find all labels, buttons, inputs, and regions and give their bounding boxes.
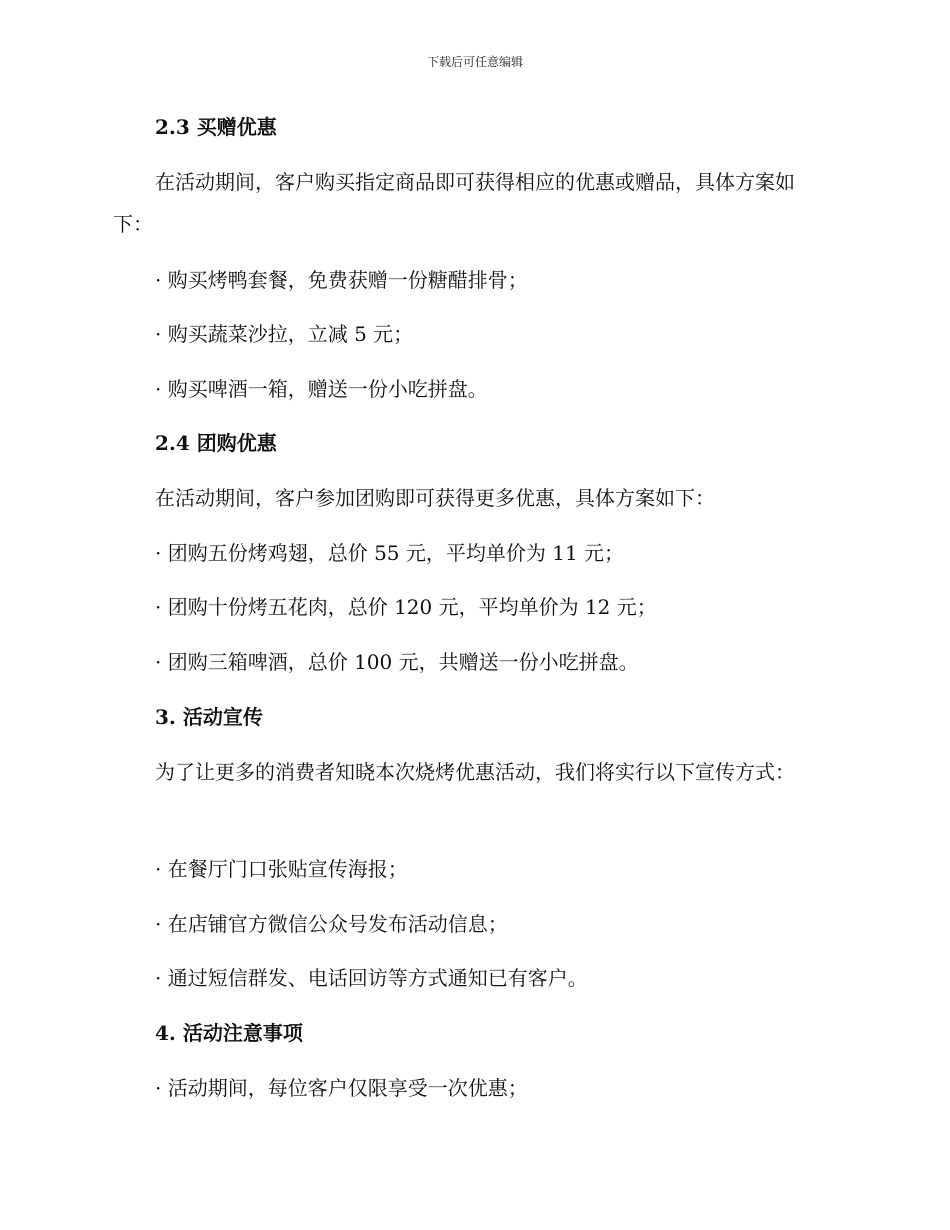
list-item: · 通过短信群发、电话回访等方式通知已有客户。 — [155, 966, 588, 990]
section-heading-2-3: 2.3 买赠优惠 — [155, 115, 277, 139]
list-item: · 购买啤酒一箱，赠送一份小吃拼盘。 — [155, 377, 488, 401]
section-heading-2-4: 2.4 团购优惠 — [155, 431, 277, 455]
section-heading-3: 3. 活动宣传 — [155, 705, 263, 729]
list-item: · 在餐厅门口张贴宣传海报； — [155, 857, 408, 881]
section-heading-4: 4. 活动注意事项 — [155, 1021, 303, 1045]
list-item: · 活动期间，每位客户仅限享受一次优惠； — [155, 1076, 528, 1100]
section-intro-2-4: 在活动期间，客户参加团购即可获得更多优惠，具体方案如下： — [155, 486, 715, 510]
list-item: · 在店铺官方微信公众号发布活动信息； — [155, 912, 508, 936]
section-intro-3: 为了让更多的消费者知晓本次烧烤优惠活动，我们将实行以下宣传方式： — [155, 760, 795, 784]
list-item: · 团购五份烤鸡翅，总价 55 元，平均单价为 11 元； — [155, 541, 625, 565]
list-item: · 团购三箱啤酒，总价 100 元，共赠送一份小吃拼盘。 — [155, 650, 639, 674]
list-item: · 购买烤鸭套餐，免费获赠一份糖醋排骨； — [155, 268, 528, 292]
section-intro-2-3: 在活动期间，客户购买指定商品即可获得相应的优惠或赠品，具体方案如下： — [113, 170, 795, 236]
list-item: · 团购十份烤五花肉，总价 120 元，平均单价为 12 元； — [155, 595, 657, 619]
list-item: · 购买蔬菜沙拉，立减 5 元； — [155, 322, 414, 346]
page-header: 下载后可任意编辑 — [426, 55, 523, 69]
